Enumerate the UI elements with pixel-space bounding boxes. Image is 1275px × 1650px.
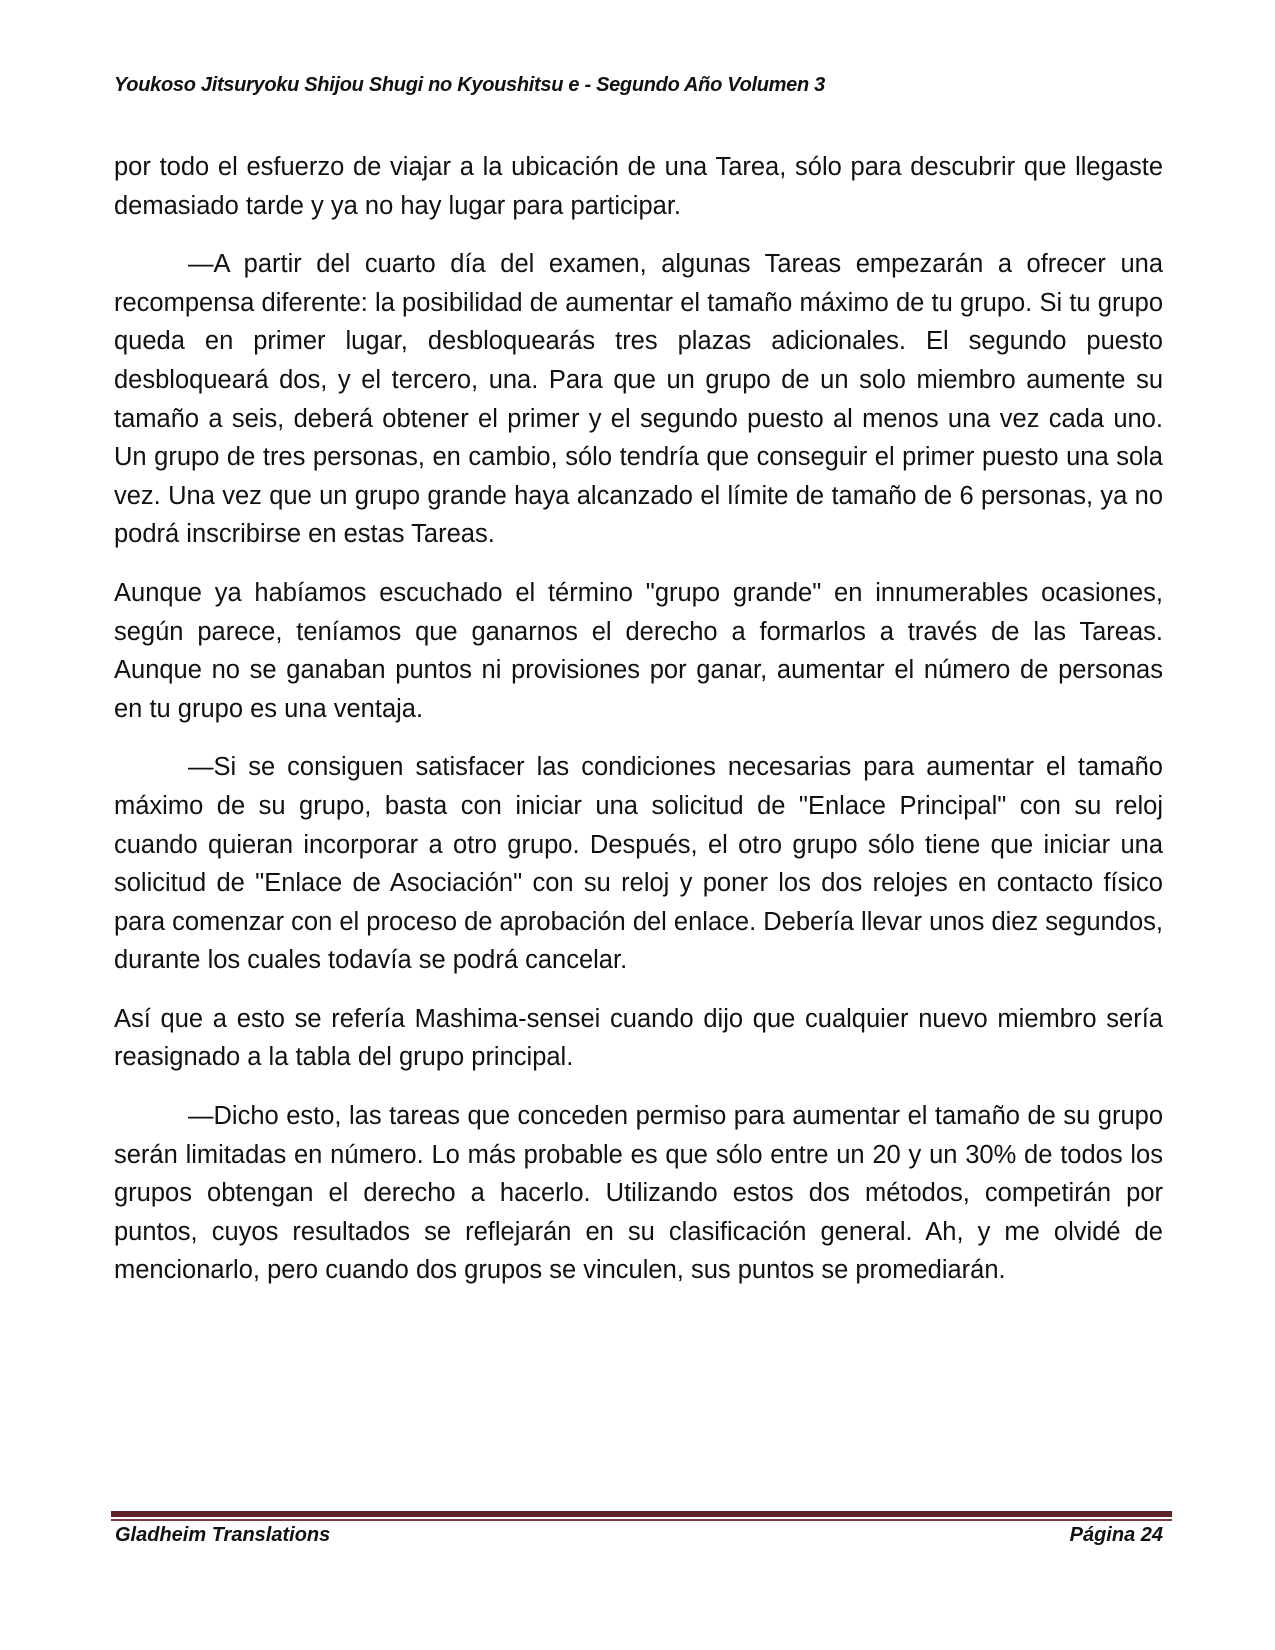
footer-credit: Gladheim Translations <box>115 1524 331 1546</box>
paragraph: por todo el esfuerzo de viajar a la ubicación de una Tarea, sólo para descubrir que llegaste demasiado tarde y ya no hay lugar para participar. <box>114 153 1163 220</box>
body-text <box>114 148 1163 1310</box>
running-header: Youkoso Jitsuryoku Shijou Shugi no Kyoushitsu e - Segundo Año Volumen 3 <box>114 74 825 96</box>
paragraph: Así que a esto se refería Mashima-sensei cuando dijo que cualquier nuevo miembro sería reasignado a la tabla del grupo principal. <box>114 1004 1163 1072</box>
footer-rule <box>111 1511 1172 1517</box>
paragraph: Aunque ya habíamos escuchado el término "grupo grande" en innumerables ocasiones, según parece, teníamos que ganarnos el derecho a formarlos a través de las Tareas. Aunque no se ganaban puntos ni provisiones por ganar, aumentar el número de personas en tu grupo es una ventaja. <box>114 578 1163 723</box>
paragraph: —A partir del cuarto día del examen, algunas Tareas empezarán a ofrecer una recompensa diferente: la posibilidad de aumentar el tamaño máximo de tu grupo. Si tu grupo queda en primer lugar, desbloquearás tres plazas adicionales. El segundo puesto desbloqueará dos, y el tercero, una. Para que un grupo de un solo miembro aumente su tamaño a seis, deberá obtener el primer y el segundo puesto al menos una vez cada uno. Un grupo de tres personas, en cambio, sólo tendría que conseguir el primer puesto una sola vez. Una vez que un grupo grande haya alcanzado el límite de tamaño de 6 personas, ya no podrá inscribirse en estas Tareas. <box>114 250 1163 549</box>
page-number: Página 24 <box>1069 1524 1163 1546</box>
paragraph: —Si se consiguen satisfacer las condiciones necesarias para aumentar el tamaño máximo de su grupo, basta con iniciar una solicitud de "Enlace Principal" con su reloj cuando quieran incorporar a otro grupo. Después, el otro grupo sólo tiene que iniciar una solicitud de "Enlace de Asociación" con su reloj y poner los dos relojes en contacto físico para comenzar con el proceso de aprobación del enlace. Debería llevar unos diez segundos, durante los cuales todavía se podrá cancelar. <box>114 753 1163 975</box>
footer-rule-thin <box>111 1519 1172 1521</box>
paragraph: —Dicho esto, las tareas que conceden permiso para aumentar el tamaño de su grupo serán limitadas en número. Lo más probable es que sólo entre un 20 y un 30% de todos los grupos obtengan el derecho a hacerlo. Utilizando estos dos métodos, competirán por puntos, cuyos resultados se reflejarán en su clasificación general. Ah, y me olvidé de mencionarlo, pero cuando dos grupos se vinculen, sus puntos se promediarán. <box>114 1102 1163 1285</box>
